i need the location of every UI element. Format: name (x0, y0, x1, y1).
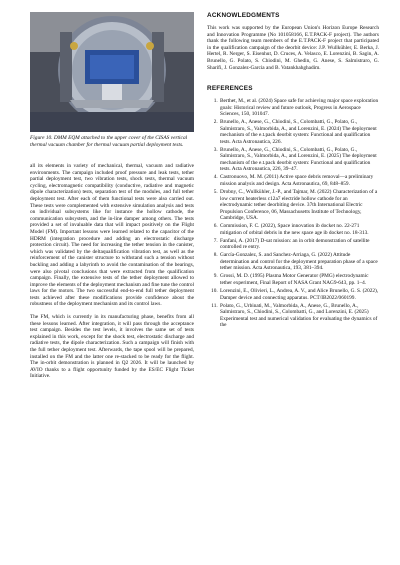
reference-item: 8. García-Gonzalez, S. and Sanchez-Arriaga, G. (2022) Attitude determination and control for the deployment preparation phase of a space tether mission. Acta Astronautica, 193, 381–394. (219, 252, 379, 272)
reference-item: 1. Berthet, M., et al. (2024) Space safe for achieving major space exploration goals: Historical review and future outlook, Progress in Aerospace Sciences, 150, 101047. (219, 98, 379, 118)
body-paragraph: The FM, which is currently in its manufacturing phase, benefits from all these lessons learned. After integration, it will pass through the acceptance test campaign. Besides the test levels, it involves the same set of tests explained in this work, except for the shock test, electrostatic discharge and radiative tests, the dipole characterization. Such a campaign will finish with the full tether deployment test. Afterwards, the tape spool will be prepared, installed on the FM and the latter one re-stacked to be ready for the flight. The in-orbit demonstration is planned in Q2 2026. It will be launched by AVIO thanks to a flight opportunity funded by the ES/EC Flight Ticket Initiative. (30, 314, 194, 380)
reference-item: 2. Brunello, A., Anese, G., Chiodini, S., Colombatti, G., Polato, G., Salmistraro, S., Valmorbida, A., and Lorenzini, E. (2024) The deployment mechanism of the e.t.pack deorbit system: Functional and qualification tests. Acta Astronautica, 226. (219, 119, 379, 145)
reference-item: 3. Brunello, A., Anese, G., Chiodini, S., Colombatti, G., Polato, G., Salmistraro, S., Valmorbida, A., and Lorenzini, E. (2025) The deployment mechanism of the e.t.pack deorbit system: Functional and qualification tests. Acta Astronautica, 226, 39–47. (219, 147, 379, 173)
reference-list (207, 98, 379, 328)
reference-item: 4. Castronuovo, M. M. (2011) Active space debris removal—a preliminary mission analysis and design. Acta Astronautica, 69, 848–859. (219, 174, 379, 187)
reference-item: 9. Grossi, M. D. (1995) Plasma Motor Generator (PMG) electrodynamic tether experiment, Final Report of NASA Grant NAG9-643, pp. 1–4. (219, 273, 379, 286)
reference-item: 10. Lorenzini, E., Olivieri, L., Andrea, A. V., and Alice Brunello, G. S. (2022), Damper device and connecting apparatus. PCT/IB2022/060199. (219, 288, 379, 301)
reference-item: 5. Drobny, C., Wullkühler, J.-P., and Tajmar, M. (2022) Characterization of a low current heaterless c12a7 electride hollow cathode for an electrodynamic tether deorbiting device. 37th International Electric Propulsion Conference, 06, Massachusetts Institute of Technology, Cambridge, USA. (219, 189, 379, 222)
right-column (207, 12, 379, 330)
figure-10-photo (30, 12, 194, 132)
body-paragraph: all its elements in variety of mechanical, thermal, vacuum and radiative environments. The campaign included proof pressure and leak tests, tether partial deployment test, two vibration tests, shock tests, thermal vacuum cycling, electromagnetic compatibility (conductive, radiative and magnetic dipole characterization) tests, separation test of the modules, and full tether deployment test. After each of them functional tests were also carried out. These tests were complemented with extensive simulation analysis and tests on individual subsystems like for instance the hollow cathode, the communication subsystem, and the in-line damper among others. The tests provided a set of invaluable data that will impact positively on the Flight Model (FM). Important lessons were learned related to the capacitor of the HDRM (integration procedure and adding an electrostatic discharge protection circuit). The need for increasing the tether tension in the canister, which was validated by the deltaqualification vibration test, as well as the reinforcement of the canister structure to withstand such a tension without buckling and adding a labyrinth to avoid the contamination of the bearings, were also pivotal conclusions that were extracted from the qualification campaign. Finally, the extensive tests of the tether deployment allowed to improve the elements of the deployment mechanism and fine tune the control laws for the motors. The two successful end-to-end full tether deployment tests achieved after these modifications provide confidence about the robustness of the deployment mechanism and its control laws. (30, 163, 195, 308)
thermal-vacuum-chamber-image (30, 12, 194, 132)
reference-item: 6. Commission, F. C. (2022), Space innovation ib docket no. 22-271 mitigation of orbital debris in the new space age ib docket no. 18-313. (219, 223, 379, 236)
acknowledgments-heading: ACKNOWLEDGMENTS (207, 12, 280, 19)
acknowledgments-text: This work was supported by the European Union's Horizon Europe Research and Innovation Programme (No 101058166, E.T.PACK-F project). The authors thank the following team members of the E.T.PACK-F project that participated in the qualification campaign of the deorbit device: J.P. Wullkühler, E. Berka, J. Hertel, R. Nerger, S. Eisenhut, D. Cruces, A. Velasco, E. Lorenzini, B. Sagin, A. Brunello, G. Polato, S. Chiodini, M. Ghedin, G. Anese, S. Salmistraro, G. Sharifi, J. Gonzalez-Garcia and B. Vatankhahghadim. (207, 25, 379, 71)
reference-item: 11. Polato, G., Urbinati, M., Valmorbida, A., Anese, G., Brunello, A., Salmistraro, S., Chiodini, S., Colombatti, G., and Lorenzini, E. (2025) Experimental test and numerical validation for evaluating the dynamics of the (219, 303, 379, 329)
figure-caption: Figure 10. DMM EQM attached to the upper cover of the CISAS vertical thermal vacuum chamber for thermal vacuum partial deployment tests. (30, 135, 188, 148)
references-heading: REFERENCES (207, 85, 253, 93)
left-column-body (30, 163, 194, 386)
reference-item: 7. Fanfani, A. (2017) D-sat mission: an in orbit demonstration of satellite controlled re entry. (219, 238, 379, 251)
